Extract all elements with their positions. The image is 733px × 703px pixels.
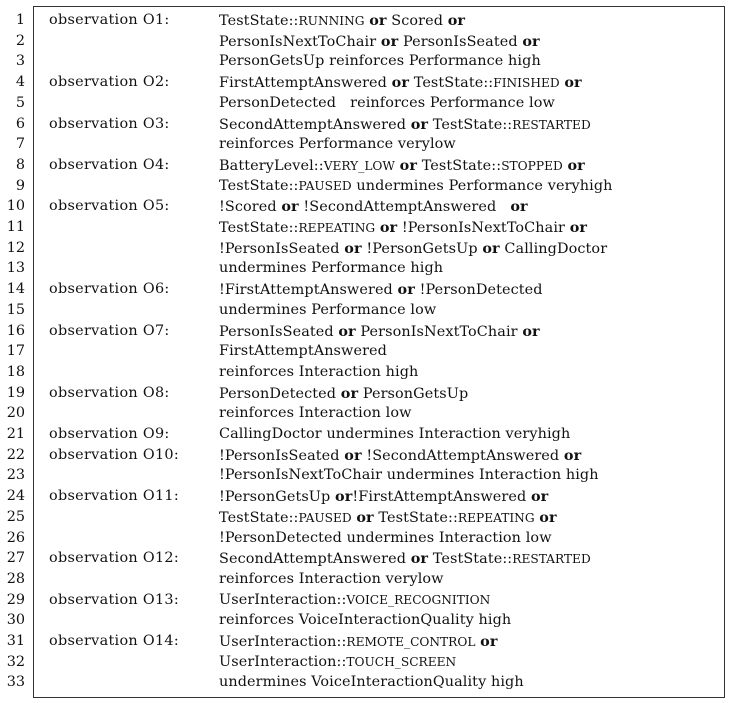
code-line: [15, 93, 724, 114]
or-keyword: or: [569, 219, 588, 236]
enum-constant: PAUSED: [298, 178, 352, 193]
observation-expression: [219, 590, 490, 611]
or-keyword: or: [391, 74, 410, 92]
scope-operator: ::: [502, 551, 513, 568]
code-line: [6, 217, 724, 238]
expression-text: Scored: [386, 13, 448, 29]
line-number: 15: [6, 301, 25, 318]
code-line: [6, 362, 724, 383]
observation-expression: [219, 486, 548, 508]
expression-text: reinforces Interaction high: [219, 363, 419, 380]
expression-text: FirstAttemptAnswered: [219, 343, 387, 360]
code-line: [15, 134, 724, 155]
or-keyword: or: [567, 156, 585, 174]
expression-text: PersonIsNextToChair: [355, 323, 523, 340]
observation-expression: [219, 134, 456, 155]
expression-text: reinforces Interaction low: [219, 405, 412, 422]
observation-label: observation O7:: [49, 322, 170, 339]
expression-text: TestState: [428, 551, 503, 568]
observation-expression: [219, 383, 468, 405]
line-number: 18: [6, 363, 25, 380]
line-number: 7: [15, 136, 25, 153]
code-line: [15, 10, 724, 31]
expression-text: TestState: [373, 509, 449, 526]
scope-operator: ::: [336, 634, 347, 650]
or-keyword: or: [379, 219, 398, 236]
expression-text: TestState: [409, 75, 484, 92]
or-keyword: or: [344, 239, 362, 257]
expression-text: !SecondAttemptAnswered: [361, 447, 564, 464]
or-keyword: or: [399, 156, 418, 174]
scope-operator: ::: [288, 177, 299, 194]
enum-constant: RESTARTED: [512, 117, 591, 132]
observation-expression: [219, 341, 387, 362]
scope-operator: ::: [491, 157, 502, 174]
scope-operator: ::: [502, 116, 513, 133]
or-keyword: or: [356, 508, 374, 526]
line-number: 4: [15, 74, 25, 91]
line-number: 25: [6, 508, 25, 525]
observation-expression: [219, 631, 498, 653]
observation-expression: [219, 258, 443, 279]
observation-label: observation O1:: [49, 12, 170, 28]
code-line: [15, 114, 724, 135]
or-keyword: or: [539, 508, 557, 526]
or-keyword: or: [410, 115, 429, 133]
line-number: 2: [15, 32, 25, 49]
line-number: 27: [6, 550, 25, 567]
observation-expression: [219, 652, 456, 673]
code-line: [6, 258, 724, 279]
code-line: [6, 279, 724, 300]
code-line: [6, 424, 724, 445]
expression-text: !FirstAttemptAnswered: [219, 282, 398, 299]
expression-text: PersonIsNextToChair: [219, 33, 381, 50]
code-line: [6, 486, 724, 507]
observation-expression: [219, 528, 552, 549]
code-line: [6, 652, 724, 673]
observation-expression: [219, 465, 599, 486]
expression-text: !PersonDetected undermines Interaction low: [219, 529, 552, 546]
expression-text: BatteryLevel: [219, 157, 314, 174]
or-keyword: or: [522, 322, 540, 340]
or-keyword: or: [340, 384, 359, 402]
observation-expression: [219, 445, 581, 467]
line-number: 9: [15, 177, 25, 194]
expression-text: TestState: [219, 220, 289, 236]
or-keyword: or: [397, 281, 415, 299]
code-line: [6, 672, 724, 693]
line-number: 32: [6, 653, 25, 670]
observation-expression: [219, 300, 436, 321]
expression-text: TestState: [219, 177, 289, 194]
line-number: 20: [6, 405, 25, 422]
line-number: 21: [6, 426, 25, 442]
code-line: [6, 300, 724, 321]
line-number: 8: [15, 156, 25, 173]
line-number: 17: [6, 343, 25, 360]
observation-label: observation O10:: [49, 446, 180, 463]
observation-expression: [219, 362, 418, 383]
line-number: 13: [6, 260, 25, 277]
code-line: [15, 31, 724, 52]
code-line: [6, 403, 724, 424]
line-number: 6: [15, 115, 25, 132]
expression-text: PersonGetsUp: [358, 385, 469, 402]
observation-label: observation O13:: [49, 591, 180, 608]
or-keyword: or: [335, 488, 353, 506]
expression-text: CallingDoctor undermines Interaction veryhigh: [219, 426, 571, 442]
observation-expression: [219, 238, 607, 260]
line-number: 29: [6, 591, 25, 608]
observation-expression: [219, 155, 585, 177]
or-keyword: or: [410, 550, 429, 568]
observation-expression: [219, 72, 582, 94]
observation-expression: [219, 403, 412, 424]
or-keyword: or: [344, 446, 362, 464]
line-number: 23: [6, 467, 25, 484]
line-number: 14: [6, 281, 25, 298]
observation-expression: [219, 569, 444, 590]
observation-expression: [219, 507, 557, 529]
expression-text: PersonDetected reinforces Performance low: [219, 94, 555, 111]
expression-text: PersonGetsUp reinforces Performance high: [219, 53, 541, 70]
observation-expression: [219, 51, 541, 72]
expression-text: reinforces Interaction verylow: [219, 570, 444, 587]
or-keyword: or: [482, 239, 500, 257]
expression-text: CallingDoctor: [499, 240, 608, 257]
enum-constant: REPEATING: [298, 221, 376, 235]
expression-text: undermines VoiceInteractionQuality high: [219, 674, 524, 691]
expression-text: undermines Performance veryhigh: [351, 177, 613, 194]
observation-expression: [219, 114, 591, 136]
code-line: [15, 72, 724, 93]
enum-constant: STOPPED: [501, 158, 563, 173]
expression-text: UserInteraction: [219, 634, 337, 650]
line-number: 10: [6, 198, 25, 215]
line-number: 26: [6, 529, 25, 546]
code-line: [6, 528, 724, 549]
or-keyword: or: [564, 74, 582, 92]
expression-text: !PersonIsNextToChair: [397, 220, 570, 236]
observation-label: observation O8:: [49, 384, 170, 401]
expression-text: TestState: [219, 509, 289, 526]
code-line: [6, 445, 724, 466]
scope-operator: ::: [483, 75, 494, 92]
observation-expression: [219, 321, 540, 343]
line-number: 1: [15, 12, 25, 28]
or-keyword: or: [522, 32, 540, 50]
observation-label: observation O6:: [49, 281, 170, 298]
observation-expression: [219, 176, 613, 197]
scope-operator: ::: [288, 509, 299, 526]
line-number: 11: [6, 219, 25, 235]
line-number: 16: [6, 322, 25, 339]
expression-text: !PersonIsSeated: [219, 447, 345, 464]
enum-constant: VERY_LOW: [323, 158, 395, 173]
line-number: 19: [6, 384, 25, 401]
expression-text: UserInteraction: [219, 591, 337, 608]
scope-operator: ::: [448, 509, 458, 526]
expression-text: PersonIsSeated: [398, 33, 523, 50]
expression-text: TestState: [417, 157, 492, 174]
observation-expression: [219, 424, 570, 445]
or-keyword: or: [563, 446, 582, 464]
enum-constant: RESTARTED: [512, 552, 591, 567]
observation-label: observation O11:: [49, 488, 180, 505]
or-keyword: or: [338, 322, 356, 340]
expression-text: SecondAttemptAnswered: [219, 116, 411, 133]
observation-expression: [219, 610, 511, 631]
or-keyword: or: [281, 198, 299, 216]
expression-text: !SecondAttemptAnswered: [298, 199, 511, 216]
observation-label: observation O5:: [49, 198, 170, 215]
code-line: [15, 176, 724, 197]
expression-text: PersonIsSeated: [219, 323, 339, 340]
line-number: 3: [15, 53, 25, 70]
expression-text: PersonDetected: [219, 385, 341, 402]
expression-text: !FirstAttemptAnswered: [352, 489, 531, 506]
observation-label: observation O9:: [49, 426, 170, 442]
expression-text: !PersonIsSeated: [219, 240, 345, 257]
code-listing-frame: [6, 6, 725, 698]
or-keyword: or: [369, 12, 387, 29]
code-line: [15, 51, 724, 72]
code-line: [6, 610, 724, 631]
or-keyword: or: [510, 198, 528, 216]
or-keyword: or: [380, 32, 399, 50]
enum-constant: FINISHED: [493, 76, 560, 91]
expression-text: undermines Performance low: [219, 301, 437, 318]
enum-constant: RUNNING: [298, 14, 365, 28]
code-line: [6, 569, 724, 590]
code-line: [6, 383, 724, 404]
scope-operator: ::: [336, 653, 347, 670]
observation-expression: [219, 279, 543, 301]
expression-text: !PersonIsNextToChair undermines Interaction high: [219, 467, 599, 484]
line-number: 12: [6, 239, 25, 256]
observation-label: observation O14:: [49, 633, 180, 649]
line-number: 33: [6, 674, 25, 691]
enum-constant: REPEATING: [457, 510, 535, 525]
or-keyword: or: [447, 12, 466, 29]
expression-text: reinforces Performance verylow: [219, 136, 456, 153]
observation-label: observation O4:: [49, 156, 170, 173]
expression-text: reinforces VoiceInteractionQuality high: [219, 612, 512, 629]
code-line: [6, 238, 724, 259]
expression-text: FirstAttemptAnswered: [219, 75, 392, 92]
observation-expression: [219, 31, 540, 53]
line-number: 30: [6, 612, 25, 629]
enum-constant: PAUSED: [298, 510, 352, 525]
line-number: 5: [15, 94, 25, 111]
code-line: [6, 465, 724, 486]
scope-operator: ::: [336, 591, 347, 608]
observation-expression: [219, 548, 591, 570]
expression-text: !PersonGetsUp: [219, 489, 336, 506]
enum-constant: TOUCH_SCREEN: [346, 654, 457, 669]
code-line: [6, 321, 724, 342]
expression-text: !Scored: [219, 199, 282, 216]
expression-text: TestState: [428, 116, 503, 133]
line-number: 28: [6, 570, 25, 587]
line-number: 22: [6, 446, 25, 463]
line-number: 31: [6, 633, 25, 649]
expression-text: SecondAttemptAnswered: [219, 551, 411, 568]
expression-text: undermines Performance high: [219, 260, 444, 277]
expression-text: !PersonGetsUp: [361, 240, 483, 257]
observation-label: observation O12:: [49, 550, 180, 567]
code-line: [6, 507, 724, 528]
scope-operator: ::: [288, 220, 299, 236]
code-line: [6, 631, 724, 652]
expression-text: !PersonDetected: [414, 282, 543, 299]
observation-expression: [219, 217, 587, 239]
scope-operator: ::: [313, 157, 324, 174]
observation-expression: [219, 672, 524, 693]
enum-constant: VOICE_RECOGNITION: [346, 592, 491, 607]
observation-expression: [219, 10, 465, 32]
expression-text: UserInteraction: [219, 653, 337, 670]
or-keyword: or: [480, 633, 498, 650]
scope-operator: ::: [288, 13, 299, 29]
observation-expression: [219, 93, 555, 114]
code-line: [6, 548, 724, 569]
expression-text: TestState: [219, 13, 289, 29]
observation-expression: [219, 196, 528, 218]
observation-label: observation O2:: [49, 74, 170, 91]
or-keyword: or: [530, 488, 549, 506]
line-number: 24: [6, 488, 25, 505]
code-line: [6, 590, 724, 611]
code-line: [15, 155, 724, 176]
code-line: [6, 196, 724, 217]
observation-label: observation O3:: [49, 115, 170, 132]
enum-constant: REMOTE_CONTROL: [346, 635, 476, 649]
code-line: [6, 341, 724, 362]
